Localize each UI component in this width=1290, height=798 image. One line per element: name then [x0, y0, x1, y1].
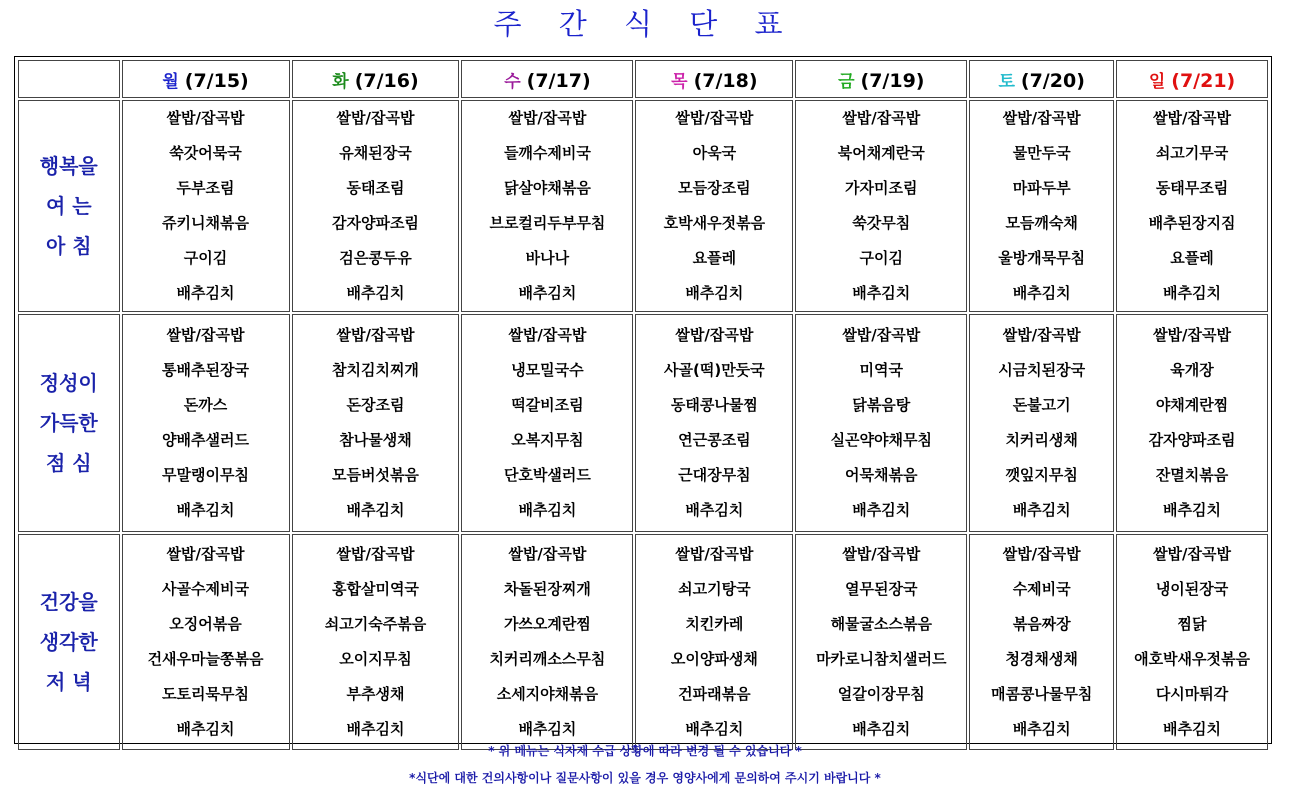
day-icon-mon: 월 — [162, 71, 179, 92]
menu-item: 청경채생채 — [1005, 650, 1078, 668]
menu-item: 냉이된장국 — [1155, 580, 1229, 598]
menu-item: 유채된장국 — [339, 144, 412, 162]
menu-cell-breakfast-fri — [795, 100, 967, 312]
menu-item: 쌀밥/잡곡밥 — [1002, 545, 1081, 563]
meal-label-line: 아 침 — [45, 234, 92, 258]
menu-item: 건새우마늘쫑볶음 — [147, 650, 264, 668]
meal-label-dinner — [18, 534, 120, 750]
menu-item: 브로컬리두부무침 — [489, 214, 606, 232]
notice-change: * 위 메뉴는 식자재 수급 상황에 따라 변경 될 수 있습니다 * — [488, 744, 802, 758]
meal-label-line: 가득한 — [39, 411, 98, 435]
menu-item: 부추생채 — [346, 685, 405, 703]
meal-label-line: 행복을 — [39, 154, 98, 178]
meal-row-breakfast — [18, 100, 1268, 312]
day-icon-tue: 화 — [332, 71, 349, 92]
day-date: (7/18) — [693, 69, 758, 92]
day-date: (7/15) — [184, 69, 249, 92]
menu-item: 쌀밥/잡곡밥 — [166, 109, 245, 127]
menu-item: 모듬버섯볶음 — [331, 466, 419, 484]
menu-item: 차돌된장찌개 — [503, 580, 591, 598]
menu-cell-lunch-wed — [461, 314, 633, 532]
meal-row-dinner — [18, 534, 1268, 750]
day-header-mon — [122, 60, 290, 98]
menu-item: 쇠고기숙주볶음 — [324, 615, 427, 633]
menu-cell-dinner-fri — [795, 534, 967, 750]
notice-contact: *식단에 대한 건의사항이나 질문사항이 있을 경우 영양사에게 문의하여 주시기 바랍니다 * — [409, 771, 881, 785]
menu-item: 물만두국 — [1012, 144, 1071, 162]
page-title: 주 간 식 단 표 — [493, 7, 797, 41]
menu-cell-dinner-sat — [969, 534, 1114, 750]
menu-item: 닭볶음탕 — [852, 396, 911, 414]
menu-item: 근대장무침 — [678, 466, 751, 484]
weekly-menu-table — [16, 58, 1270, 752]
menu-table-frame — [14, 56, 1272, 744]
menu-item: 모듬장조림 — [678, 179, 751, 197]
menu-item: 들깨수제비국 — [503, 144, 591, 162]
menu-item: 어묵채볶음 — [845, 466, 918, 484]
menu-item: 요플레 — [692, 249, 737, 267]
day-header-wed — [461, 60, 633, 98]
menu-item: 바나나 — [525, 249, 570, 267]
menu-item: 연근콩조림 — [678, 431, 751, 449]
day-icon-thu: 목 — [671, 71, 688, 92]
menu-item: 참치김치찌개 — [331, 361, 419, 379]
menu-item: 떡갈비조림 — [511, 396, 584, 414]
menu-item: 쇠고기무국 — [1155, 144, 1229, 162]
menu-cell-dinner-sun — [1116, 534, 1268, 750]
day-date: (7/16) — [354, 69, 419, 92]
menu-item: 닭살야채볶음 — [503, 179, 591, 197]
menu-item: 검은콩두유 — [339, 249, 412, 267]
menu-item: 동태무조림 — [1155, 179, 1229, 197]
menu-cell-lunch-tue — [292, 314, 460, 532]
menu-item: 배추김치 — [176, 720, 235, 738]
meal-label-line: 생각한 — [39, 630, 98, 654]
menu-item: 쇠고기탕국 — [678, 580, 751, 598]
menu-item: 쌀밥/잡곡밥 — [675, 545, 754, 563]
menu-item: 배추김치 — [685, 284, 744, 302]
menu-item: 냉모밀국수 — [511, 361, 584, 379]
menu-item: 깻잎지무침 — [1005, 466, 1078, 484]
menu-item: 동태조림 — [346, 179, 405, 197]
menu-item: 홍합살미역국 — [331, 580, 419, 598]
meal-label-lunch — [18, 314, 120, 532]
day-header-sat — [969, 60, 1114, 98]
menu-item: 양배추샐러드 — [162, 431, 249, 449]
menu-item: 호박새우젓볶음 — [663, 214, 766, 232]
menu-item: 도토리묵무침 — [162, 685, 249, 703]
menu-item: 사골수제비국 — [162, 580, 249, 598]
menu-item: 모듬깨숙채 — [1005, 214, 1078, 232]
menu-item: 치커리생채 — [1005, 431, 1078, 449]
day-header-tue — [292, 60, 460, 98]
menu-item: 쌀밥/잡곡밥 — [508, 326, 587, 344]
menu-item: 배추김치 — [518, 284, 577, 302]
day-header-row — [18, 60, 1268, 98]
menu-item: 가쓰오계란찜 — [503, 615, 591, 633]
menu-item: 치커리깨소스무침 — [489, 650, 606, 668]
menu-item: 배추김치 — [852, 720, 911, 738]
menu-cell-breakfast-sat — [969, 100, 1114, 312]
menu-item: 마파두부 — [1012, 179, 1071, 197]
menu-item: 배추김치 — [346, 284, 405, 302]
menu-item: 북어채계란국 — [837, 144, 925, 162]
menu-item: 배추김치 — [518, 501, 577, 519]
menu-item: 열무된장국 — [845, 580, 918, 598]
menu-item: 쑥갓무침 — [852, 214, 911, 232]
day-date: (7/21) — [1171, 69, 1236, 92]
menu-item: 소세지야채볶음 — [496, 685, 599, 703]
meal-label-breakfast — [18, 100, 120, 312]
menu-item: 가자미조림 — [845, 179, 918, 197]
menu-item: 단호박샐러드 — [503, 466, 591, 484]
menu-cell-dinner-tue — [292, 534, 460, 750]
menu-item: 무말랭이무침 — [162, 466, 249, 484]
menu-item: 쌀밥/잡곡밥 — [1153, 545, 1231, 563]
day-date: (7/19) — [860, 69, 925, 92]
menu-cell-lunch-mon — [122, 314, 290, 532]
menu-item: 수제비국 — [1012, 580, 1071, 598]
menu-item: 얼갈이장무침 — [837, 685, 925, 703]
menu-item: 두부조림 — [176, 179, 235, 197]
menu-cell-dinner-mon — [122, 534, 290, 750]
day-icon-sat: 토 — [998, 71, 1015, 92]
menu-cell-breakfast-tue — [292, 100, 460, 312]
day-date: (7/17) — [526, 69, 591, 92]
meal-label-line: 점 심 — [45, 451, 92, 475]
menu-cell-breakfast-wed — [461, 100, 633, 312]
menu-item: 오징어볶음 — [169, 615, 242, 633]
menu-item: 울방개묵무침 — [998, 249, 1086, 267]
menu-item: 사골(떡)만둣국 — [664, 361, 765, 379]
menu-item: 육개장 — [1170, 361, 1214, 379]
menu-item: 배추된장지짐 — [1148, 214, 1236, 232]
menu-item: 쌀밥/잡곡밥 — [842, 326, 921, 344]
menu-cell-lunch-sun — [1116, 314, 1268, 532]
menu-item: 실곤약야채무침 — [830, 431, 932, 449]
day-icon-sun: 일 — [1148, 71, 1166, 92]
menu-item: 건파래볶음 — [678, 685, 751, 703]
menu-item: 쑥갓어묵국 — [169, 144, 242, 162]
menu-item: 배추김치 — [518, 720, 577, 738]
day-icon-wed: 수 — [504, 71, 521, 92]
menu-item: 쌀밥/잡곡밥 — [166, 545, 245, 563]
menu-item: 배추김치 — [852, 501, 911, 519]
menu-item: 미역국 — [859, 361, 904, 379]
menu-item: 잔멸치볶음 — [1155, 466, 1229, 484]
menu-item: 배추김치 — [1012, 720, 1071, 738]
menu-item: 통배추된장국 — [162, 361, 249, 379]
menu-item: 마카로니참치샐러드 — [816, 650, 947, 668]
meal-label-line: 저 녁 — [45, 670, 92, 694]
menu-item: 참나물생채 — [339, 431, 412, 449]
menu-item: 쌀밥/잡곡밥 — [508, 109, 587, 127]
menu-item: 아욱국 — [692, 144, 737, 162]
menu-item: 찜닭 — [1177, 615, 1207, 633]
menu-item: 쌀밥/잡곡밥 — [336, 545, 415, 563]
menu-item: 구이김 — [859, 249, 904, 267]
menu-item: 배추김치 — [1163, 284, 1222, 302]
menu-item: 배추김치 — [1012, 501, 1071, 519]
menu-item: 돈까스 — [183, 396, 228, 414]
menu-item: 배추김치 — [176, 284, 235, 302]
menu-item: 쥬키니채볶음 — [162, 214, 249, 232]
menu-item: 볶음짜장 — [1012, 615, 1071, 633]
day-header-thu — [635, 60, 793, 98]
menu-item: 쌀밥/잡곡밥 — [336, 326, 415, 344]
menu-item: 오복지무침 — [511, 431, 584, 449]
menu-item: 배추김치 — [1012, 284, 1071, 302]
menu-item: 매콤콩나물무침 — [990, 685, 1093, 703]
menu-item: 야채계란찜 — [1155, 396, 1229, 414]
menu-cell-breakfast-sun — [1116, 100, 1268, 312]
menu-item: 다시마튀각 — [1155, 685, 1229, 703]
menu-cell-lunch-sat — [969, 314, 1114, 532]
meal-label-line: 건강을 — [39, 590, 98, 614]
menu-item: 애호박새우젓볶음 — [1134, 650, 1250, 668]
menu-cell-lunch-fri — [795, 314, 967, 532]
menu-cell-lunch-thu — [635, 314, 793, 532]
menu-item: 쌀밥/잡곡밥 — [1153, 326, 1231, 344]
menu-item: 쌀밥/잡곡밥 — [336, 109, 415, 127]
menu-item: 배추김치 — [176, 501, 235, 519]
menu-item: 감자양파조림 — [1148, 431, 1236, 449]
menu-cell-breakfast-thu — [635, 100, 793, 312]
meal-row-lunch — [18, 314, 1268, 532]
menu-cell-breakfast-mon — [122, 100, 290, 312]
menu-item: 동태콩나물찜 — [670, 396, 758, 414]
menu-item: 배추김치 — [852, 284, 911, 302]
meal-label-line: 정성이 — [39, 371, 98, 395]
day-icon-fri: 금 — [838, 71, 855, 92]
menu-item: 쌀밥/잡곡밥 — [166, 326, 245, 344]
menu-cell-dinner-wed — [461, 534, 633, 750]
menu-item: 쌀밥/잡곡밥 — [842, 109, 921, 127]
menu-item: 돈불고기 — [1012, 396, 1071, 414]
menu-item: 배추김치 — [685, 720, 744, 738]
menu-item: 배추김치 — [1163, 720, 1222, 738]
menu-item: 쌀밥/잡곡밥 — [1002, 109, 1081, 127]
day-date: (7/20) — [1020, 69, 1085, 92]
menu-item: 요플레 — [1170, 249, 1214, 267]
menu-item: 쌀밥/잡곡밥 — [675, 326, 754, 344]
menu-item: 배추김치 — [1163, 501, 1222, 519]
menu-item: 쌀밥/잡곡밥 — [842, 545, 921, 563]
menu-item: 배추김치 — [346, 501, 405, 519]
menu-item: 구이김 — [183, 249, 228, 267]
menu-item: 돈장조림 — [346, 396, 405, 414]
menu-item: 쌀밥/잡곡밥 — [1153, 109, 1231, 127]
menu-item: 해물굴소스볶음 — [830, 615, 932, 633]
menu-item: 배추김치 — [685, 501, 744, 519]
menu-item: 시금치된장국 — [998, 361, 1086, 379]
menu-item: 쌀밥/잡곡밥 — [508, 545, 587, 563]
menu-item: 배추김치 — [346, 720, 405, 738]
corner-cell — [18, 60, 120, 98]
menu-item: 쌀밥/잡곡밥 — [675, 109, 754, 127]
day-header-fri — [795, 60, 967, 98]
menu-item: 감자양파조림 — [331, 214, 419, 232]
meal-label-line: 여 는 — [45, 194, 92, 218]
menu-cell-dinner-thu — [635, 534, 793, 750]
menu-item: 쌀밥/잡곡밥 — [1002, 326, 1081, 344]
menu-item: 치킨카레 — [685, 615, 744, 633]
menu-item: 오이지무침 — [339, 650, 412, 668]
menu-item: 오이양파생채 — [670, 650, 758, 668]
day-header-sun — [1116, 60, 1268, 98]
